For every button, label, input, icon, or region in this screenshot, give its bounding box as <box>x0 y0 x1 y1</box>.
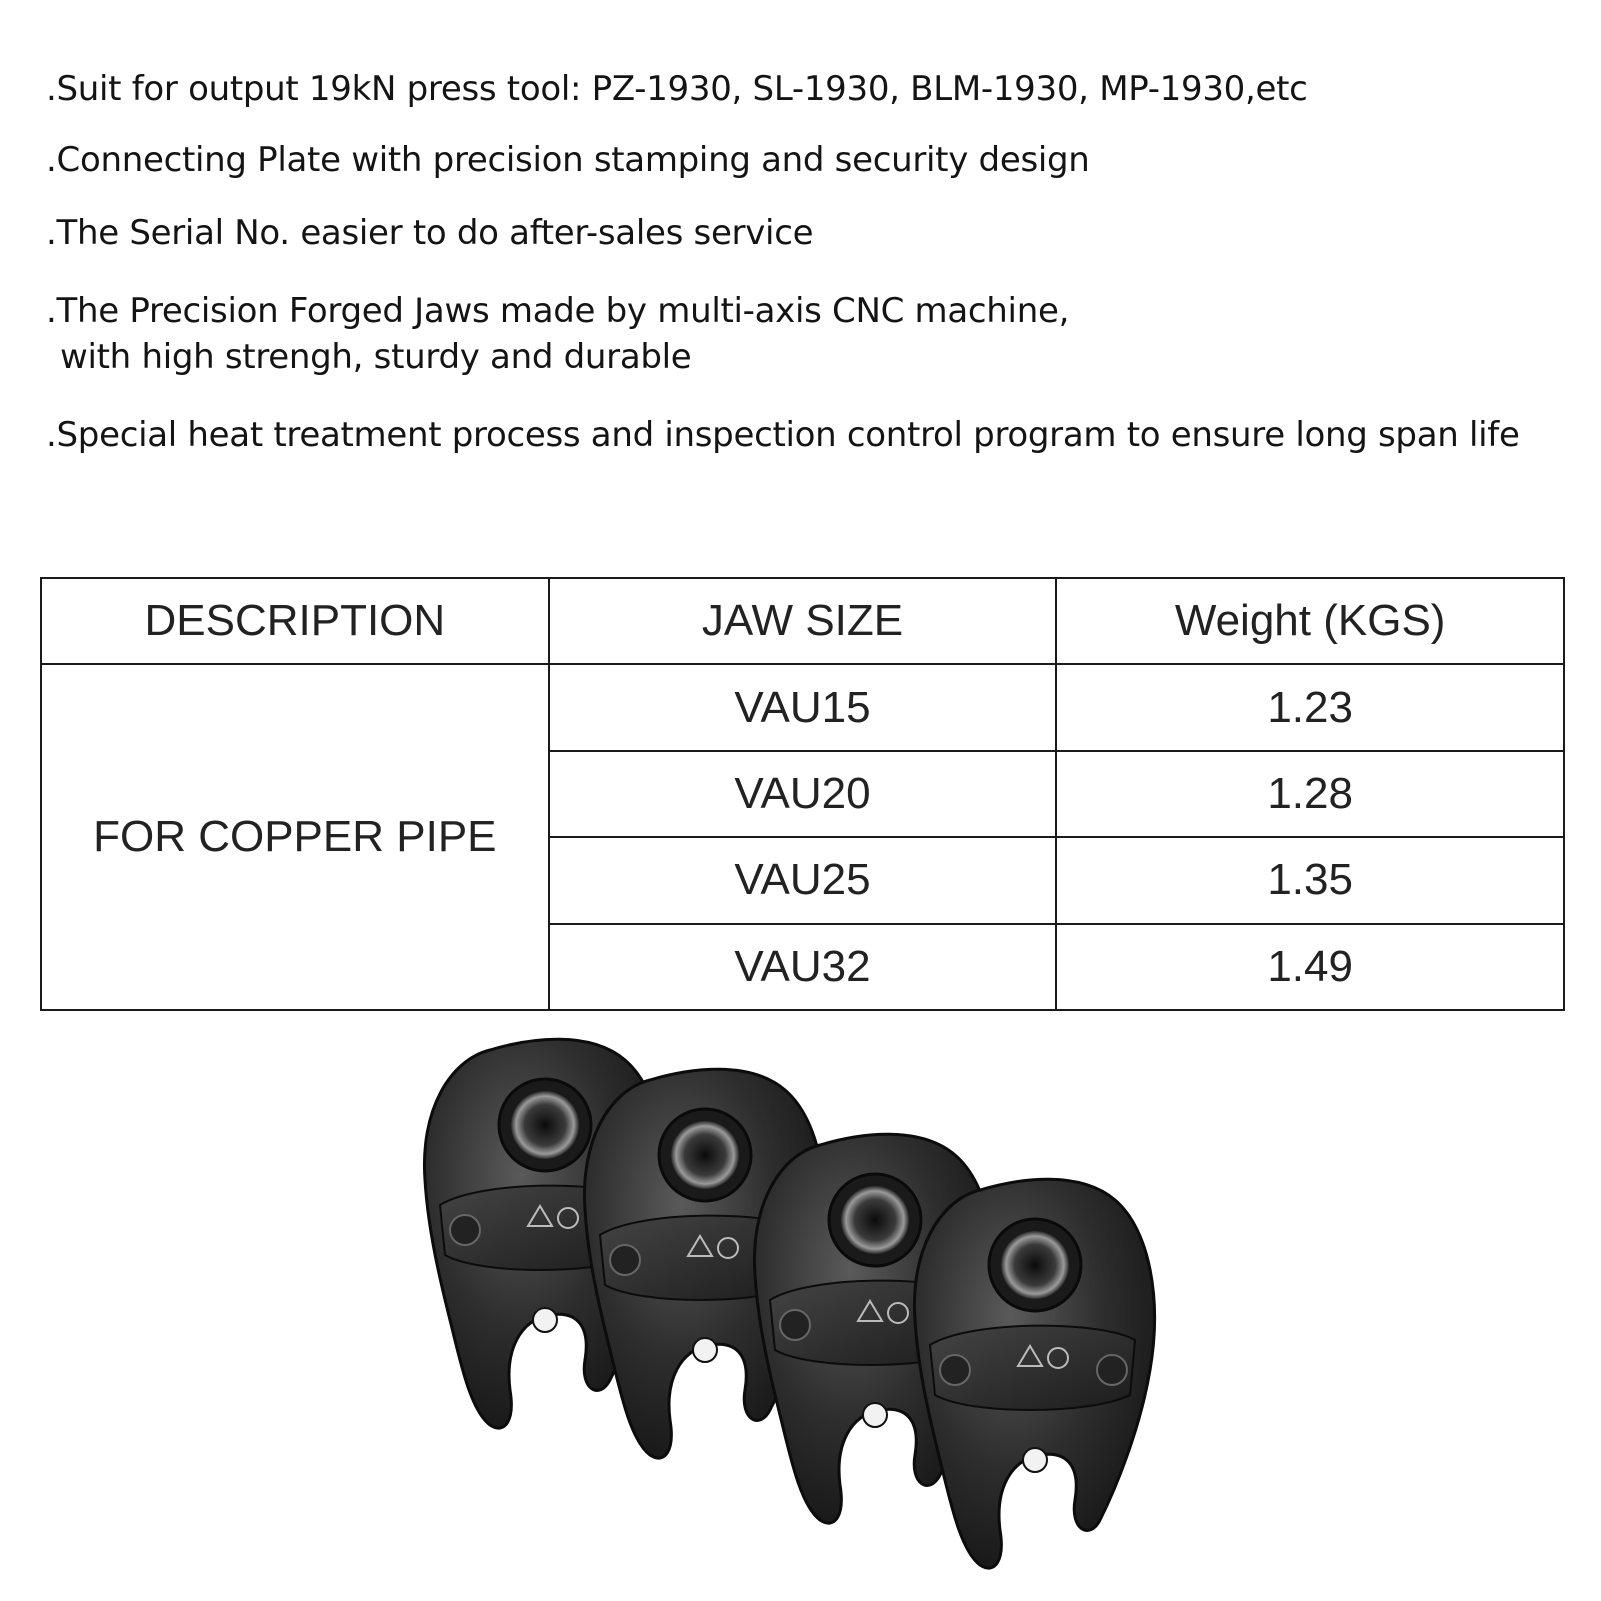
feature-item: .The Serial No. easier to do after-sales service <box>46 213 814 253</box>
jaw-size-cell: VAU20 <box>549 751 1057 837</box>
weight-cell: 1.35 <box>1056 837 1564 923</box>
header-jaw-size: JAW SIZE <box>549 578 1057 664</box>
table-row <box>41 664 1564 750</box>
weight-cell: 1.49 <box>1056 924 1564 1010</box>
feature-item: .Suit for output 19kN press tool: PZ-1930, SL-1930, BLM-1930, MP-1930,etc <box>46 69 1308 109</box>
header-weight: Weight (KGS) <box>1056 578 1564 664</box>
weight-cell: 1.28 <box>1056 751 1564 837</box>
header-description: DESCRIPTION <box>41 578 549 664</box>
feature-item: .Connecting Plate with precision stamping and security design <box>46 140 1090 180</box>
feature-item-continuation: with high strengh, sturdy and durable <box>60 337 692 377</box>
feature-item: .Special heat treatment process and inspection control program to ensure long span life <box>46 415 1520 455</box>
feature-item: .The Precision Forged Jaws made by multi-axis CNC machine, <box>46 291 1070 331</box>
spec-table <box>40 577 1565 1011</box>
jaw-size-cell: VAU32 <box>549 924 1057 1010</box>
jaw-size-cell: VAU25 <box>549 837 1057 923</box>
jaw-size-cell: VAU15 <box>549 664 1057 750</box>
description-cell: FOR COPPER PIPE <box>41 664 549 1010</box>
press-jaws-photo <box>400 1030 1220 1601</box>
table-header-row <box>41 578 1564 664</box>
weight-cell: 1.23 <box>1056 664 1564 750</box>
